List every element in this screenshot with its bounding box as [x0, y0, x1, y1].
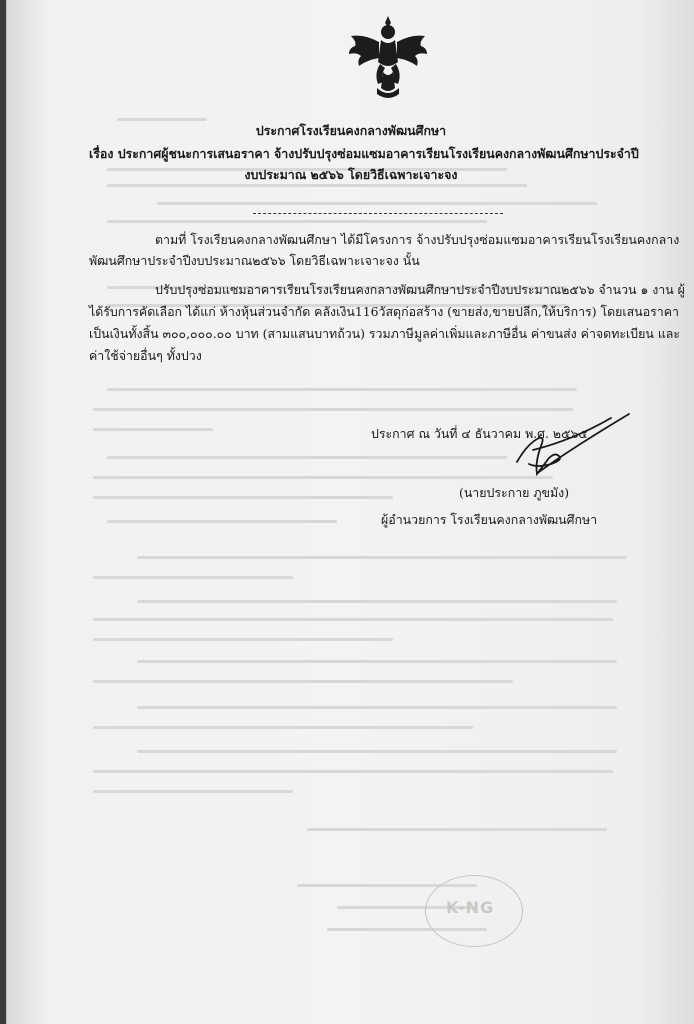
- faded-stamp: [425, 875, 523, 947]
- bleed-through-line: [157, 202, 597, 205]
- bleed-through-line: [107, 220, 487, 223]
- bleed-through-line: [107, 388, 577, 391]
- paragraph-2-line-4: ค่าใช้จ่ายอื่นๆ ทั้งปวง: [89, 348, 202, 363]
- signer-name: (นายประกาย ภูขมัง): [459, 485, 570, 500]
- paragraph-2-line-3: เป็นเงินทั้งสิ้น ๓๐๐,๐๐๐.๐๐ บาท (สามแสนบาทถ้วน) รวมภาษีมูลค่าเพิ่มและภาษีอื่น ค่าขนส่ง ค่าจดทะเบียน และ: [89, 326, 681, 341]
- bleed-through-line: [137, 706, 617, 709]
- subject-line-2: งบประมาณ ๒๕๖๖ โดยวิธีเฉพาะเจาะจง: [244, 167, 458, 182]
- bleed-through-line: [93, 726, 473, 729]
- announcement-date: ประกาศ ณ วันที่ ๔ ธันวาคม พ.ศ. ๒๕๖๕: [371, 426, 588, 441]
- bleed-through-line: [117, 118, 207, 121]
- bleed-through-line: [93, 428, 213, 431]
- paragraph-2-line-2: ได้รับการคัดเลือก ได้แก่ ห้างหุ้นส่วนจำกัด คลังเงิน116วัสดุก่อสร้าง (ขายส่ง,ขายปลีก,ให้บริการ) โดยเสนอราคา: [89, 304, 680, 319]
- paragraph-2-line-1: ปรับปรุงซ่อมแซมอาคารเรียนโรงเรียนคงกลางพัฒนศึกษาประจำปีงบประมาณ๒๕๖๖ จำนวน ๑ งาน ผู้: [155, 282, 685, 297]
- bleed-through-line: [93, 790, 293, 793]
- bleed-through-line: [137, 750, 617, 753]
- bleed-through-line: [107, 520, 337, 523]
- bleed-through-line: [93, 408, 573, 411]
- bleed-through-line: [93, 680, 513, 683]
- handwritten-signature: [503, 410, 643, 490]
- document-page: [6, 0, 694, 1024]
- paragraph-1-line-2: พัฒนศึกษาประจำปีงบประมาณ๒๕๖๖ โดยวิธีเฉพาะเจาะจง นั้น: [89, 253, 420, 268]
- bleed-through-line: [93, 770, 613, 773]
- stamp-text: K-NG: [446, 898, 495, 917]
- bleed-through-line: [137, 600, 617, 603]
- bleed-through-line: [93, 476, 553, 479]
- document-title: ประกาศโรงเรียนคงกลางพัฒนศึกษา: [255, 123, 447, 138]
- bleed-through-line: [107, 184, 527, 187]
- bleed-through-line: [107, 456, 507, 459]
- subject-line-1: เรื่อง ประกาศผู้ชนะการเสนอราคา จ้างปรับปรุงซ่อมแซมอาคารเรียนโรงเรียนคงกลางพัฒนศึกษาประจำปี: [89, 146, 639, 161]
- bleed-through-line: [93, 496, 393, 499]
- bleed-through-line: [137, 660, 617, 663]
- garuda-emblem-icon: [347, 12, 429, 102]
- signer-position: ผู้อำนวยการ โรงเรียนคงกลางพัฒนศึกษา: [381, 512, 598, 527]
- title-divider: [253, 213, 503, 214]
- bleed-through-line: [137, 556, 627, 559]
- paragraph-1-line-1: ตามที่ โรงเรียนคงกลางพัฒนศึกษา ได้มีโครงการ จ้างปรับปรุงซ่อมแซมอาคารเรียนโรงเรียนคงกลาง: [155, 232, 680, 247]
- bleed-through-line: [93, 576, 293, 579]
- bleed-through-line: [93, 638, 393, 641]
- bleed-through-line: [93, 618, 613, 621]
- bleed-through-line: [307, 828, 607, 831]
